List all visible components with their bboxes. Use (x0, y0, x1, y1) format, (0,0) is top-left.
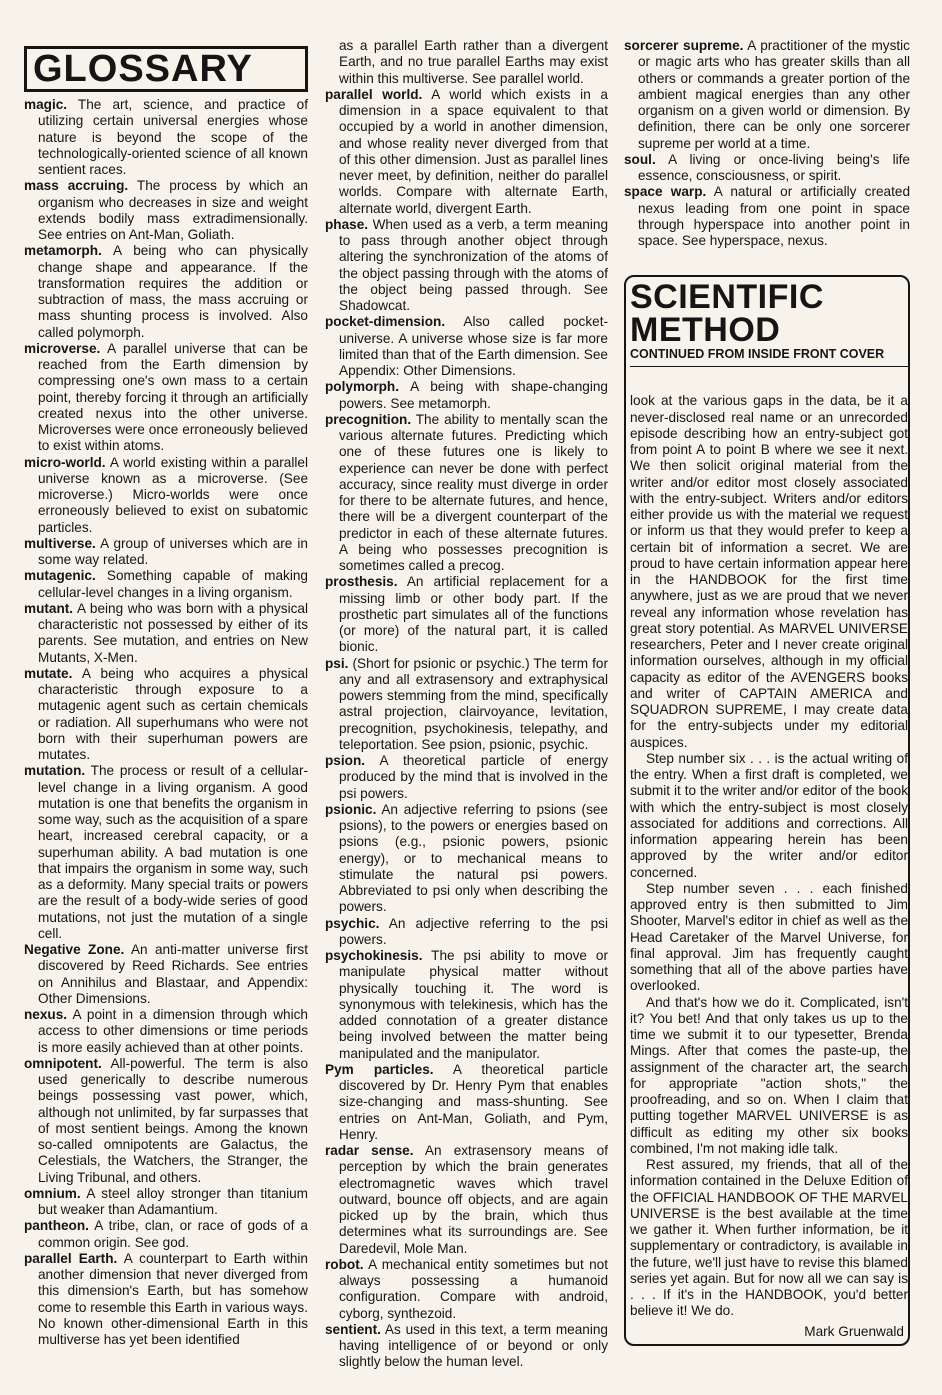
glossary-definition: An extrasensory means of perception by which the brain generates electromagnetic waves which travel outward, bounce off objects, and are again picked up by the brain, which thus determines what its surroundings are. See Daredevil, Mole Man. (339, 1143, 608, 1256)
glossary-entry (325, 87, 608, 217)
glossary-definition: A being who can physically change shape and appearance. If the transformation requires the addition or subtraction of mass, the mass accruing or mass shunting process is involved. Also called polymorph. (38, 243, 308, 340)
sci-body (630, 393, 908, 1319)
glossary-entry (325, 753, 608, 802)
sci-title-line2: METHOD (630, 311, 781, 350)
glossary-definition: A being with shape-changing powers. See metamorph. (339, 379, 608, 411)
sci-paragraph: look at the various gaps in the data, be it a never-disclosed real name or an unrecorded episode describing how an entry-subject got from point A to point B where we see it next. We then solicit original material from the writer and/or editor most closely associated with the entry-subject. Writers and/or editors either provide us with the material we request or inform us that they would prefer to keep a certain bit of information a secret. We are proud to have certain information appear here in the HANDBOOK for the first time anywhere, just as we are proud that we never reveal any information whose revelation has great story potential. As MARVEL UNIVERSE researchers, Peter and I never create original information ourselves, although in my official capacity as editor of the AVENGERS books and writer of CAPTAIN AMERICA and SQUADRON SUPREME, I may create data for the entry-subjects under my editorial auspices. (630, 393, 908, 750)
glossary-entry (24, 178, 308, 243)
glossary-entry (24, 536, 308, 569)
glossary-term: space warp. (624, 184, 707, 200)
glossary-list-2 (325, 87, 608, 1371)
glossary-term: Pym particles. (325, 1061, 434, 1077)
sci-paragraph: Step number six . . . is the actual writing of the entry. When a first draft is completed, we submit it to the writer and/or editor of the book with which the entry-subject is most closely associated for additions and corrections. All information appearing herein has been approved by the writer and/or editor concerned. (630, 750, 908, 880)
glossary-definition: The art, science, and practice of utilizing certain universal energies whose nature is beyond the scope of the technologically-oriented science of all known sentient races. (38, 97, 308, 177)
glossary-term: mass accruing. (24, 178, 129, 194)
glossary-term: mutation. (24, 763, 86, 779)
glossary-term: omnium. (24, 1185, 81, 1201)
column-3 (624, 38, 910, 1346)
glossary-definition: (Short for psionic or psychic.) The term for any and all extrasensory and extraphysical powers stemming from the mind, specifically astral projection, clairvoyance, levitation, precognition, psychokinesis, telepathy, and teleportation. See psion, psionic, psychic. (339, 655, 608, 752)
glossary-definition: A natural or artificially created nexus leading from one point in space through hyperspace into another point in space. See hyperspace, nexus. (638, 184, 911, 248)
glossary-entry (24, 763, 308, 942)
scientific-method-box (624, 275, 910, 1346)
glossary-entry (624, 184, 910, 249)
glossary-list-3 (624, 38, 910, 249)
glossary-term: prosthesis. (325, 574, 398, 590)
glossary-term: phase. (325, 216, 369, 232)
glossary-definition: All-powerful. The term is also used generically to describe numerous beings possessing vast power, which, although not unlimited, by far surpasses that of most sentient beings. Among the known so-called omnipotents are Galactus, the Celestials, the Watchers, the Stranger, the Living Tribunal, and others. (38, 1055, 308, 1185)
glossary-term: metamorph. (24, 243, 102, 259)
glossary-definition: An anti-matter universe first discovered by Reed Richards. See entries on Annihilus and Blastaar, and Appendix: Other Dimensions. (38, 942, 308, 1006)
glossary-term: parallel world. (325, 86, 423, 102)
glossary-definition: An artificial replacement for a missing limb or other body part. If the prosthetic part simulates all of the functions (or more) of the natural part, it is called bionic. (339, 574, 608, 655)
sci-paragraph: Step number seven . . . each finished approved entry is then submitted to Jim Shooter, Marvel's editor in chief as well as the Head Caretaker of the Marvel Universe, for final approval. Jim has frequently caught something that all of the above parties have overlooked. (630, 880, 908, 994)
sci-subtitle: CONTINUED FROM INSIDE FRONT COVER (630, 347, 908, 367)
glossary-term: psychokinesis. (325, 948, 423, 963)
glossary-term: polymorph. (325, 379, 400, 395)
glossary-entry (325, 379, 608, 412)
glossary-entry (24, 568, 308, 601)
glossary-definition: A living or once-living being's life essence, consciousness, or spirit. (638, 151, 910, 183)
glossary-entry (325, 412, 608, 575)
glossary-entry (24, 1218, 308, 1251)
glossary-entry (325, 1143, 608, 1257)
glossary-term: radar sense. (325, 1143, 414, 1158)
sci-paragraph: Rest assured, my friends, that all of the information contained in the Deluxe Edition of the OFFICIAL HANDBOOK OF THE MARVEL UNIVERSE is the best available at the time we gather it. When further information, be it supplementary or contradictory, is available in the future, we'll just have to revise this blamed series yet again. But for now all we can say is . . . If it's in the HANDBOOK, you'd better believe it! We do. (630, 1157, 908, 1319)
continued-entry-text: as a parallel Earth rather than a divergent Earth, and no true parallel Earths may exist within this multiverse. See parallel world. (339, 38, 608, 86)
sci-title-line1: SCIENTIFIC (630, 278, 824, 317)
column-1 (24, 34, 308, 1348)
glossary-definition: A theoretical particle discovered by Dr. Henry Pym that enables size-changing and mass-shunting. See entries on Ant-Man, Goliath, and Pym, Henry. (339, 1061, 608, 1142)
glossary-list-1 (24, 97, 308, 1348)
glossary-entry (325, 314, 608, 379)
glossary-entry (624, 152, 910, 185)
glossary-definition: As used in this text, a term meaning having intelligence of or beyond or only slightly below the human level. (339, 1321, 608, 1370)
glossary-entry (24, 97, 308, 178)
glossary-entry (325, 217, 608, 315)
glossary-term: Negative Zone. (24, 942, 125, 957)
glossary-term: nexus. (24, 1007, 68, 1022)
glossary-entry (325, 1062, 608, 1143)
glossary-definition: A being who was born with a physical characteristic not possessed by either of its parents. See mutation, and entries on New Mutants, X-Men. (38, 600, 308, 665)
glossary-term: psi. (325, 655, 349, 671)
glossary-title: GLOSSARY (33, 48, 253, 90)
glossary-entry (24, 455, 308, 536)
glossary-entry (624, 38, 910, 152)
glossary-definition: A counterpart to Earth within another dimension that never diverged from this dimension's Earth, but has somehow come to resemble this Earth in various ways. No known other-dimensional Earth in this multiverse has yet been identified (38, 1250, 308, 1347)
glossary-definition: Something capable of making cellular-level changes in a living organism. (38, 568, 308, 600)
glossary-definition: An adjective referring to psions (see psions), to the powers or energies based on psions (e.g., psionic powers, psionic energy), or to mechanical means to stimulate the natural psi powers. Abbreviated to psi only when describing the powers. (339, 801, 608, 915)
glossary-term: mutate. (24, 665, 73, 681)
glossary-entry (24, 1056, 308, 1186)
glossary-entry (325, 1322, 608, 1371)
glossary-entry (24, 243, 308, 341)
glossary-definition: A practitioner of the mystic or magic arts who has greater skills than all others or commands a greater portion of the ambient magical energies than any other organism on a given world or dimension. By definition, there can be only one sorcerer supreme per world at a time. (638, 38, 910, 151)
glossary-term: psychic. (325, 915, 380, 931)
glossary-term: sorcerer supreme. (624, 38, 744, 53)
glossary-entry (325, 1257, 608, 1322)
glossary-term: microverse. (24, 340, 101, 356)
glossary-entry (24, 341, 308, 455)
glossary-entry (24, 666, 308, 764)
glossary-term: omnipotent. (24, 1055, 102, 1071)
glossary-entry (325, 802, 608, 916)
signature: Mark Gruenwald (804, 1323, 904, 1339)
glossary-definition: A group of universes which are in some way related. (38, 535, 308, 567)
glossary-entry (24, 601, 308, 666)
glossary-term: micro-world. (24, 454, 106, 470)
glossary-definition: A tribe, clan, or race of gods of a common origin. See god. (38, 1218, 308, 1250)
glossary-definition: A world which exists in a dimension in a space equivalent to that occupied by a world in another dimension, and whose reality never diverged from that of this other dimension. Just as parallel lines never meet, by definition, neither do parallel worlds. Compare with alternate Earth, alternate world, divergent Earth. (339, 86, 608, 216)
glossary-title-box (24, 46, 308, 92)
glossary-term: sentient. (325, 1321, 381, 1337)
glossary-definition: A steel alloy stronger than titanium but weaker than Adamantium. (38, 1185, 308, 1217)
column-2 (325, 38, 608, 1371)
sci-paragraph: And that's how we do it. Complicated, isn't it? You bet! And that only takes us up to the time we submit it to our typesetter, Brenda Mings. After that comes the paste-up, the assignment of the character art, the search for appropriate "action shots," the proofreading, and so on. When I claim that putting together MARVEL UNIVERSE is as difficult as editing my other six books combined, I'm not making idle talk. (630, 994, 908, 1156)
glossary-term: psionic. (325, 801, 377, 817)
glossary-entry (24, 942, 308, 1007)
glossary-term: mutant. (24, 600, 74, 616)
glossary-term: precognition. (325, 411, 412, 427)
glossary-term: psion. (325, 753, 366, 768)
glossary-definition: The process by which an organism who decreases in size and weight extends bodily mass extradimensionally. See entries on Ant-Man, Goliath. (38, 178, 308, 242)
glossary-entry (325, 948, 608, 1062)
glossary-definition: An adjective referring to the psi powers. (339, 915, 608, 947)
glossary-term: parallel Earth. (24, 1250, 118, 1266)
glossary-term: pocket-dimension. (325, 314, 446, 330)
glossary-term: magic. (24, 97, 68, 112)
glossary-entry (24, 1251, 308, 1349)
glossary-definition: A being who acquires a physical characteristic through exposure to a mutagenic agent such as certain chemicals or radiation. All superhumans who were not born with their superhuman powers are mutates. (38, 665, 308, 762)
glossary-term: mutagenic. (24, 568, 96, 584)
glossary-definition: The ability to mentally scan the various alternate futures. Predicting which one of these futures one is likely to experience can never be done with perfect accuracy, since reality must diverge in order for there to be alternate futures, and hence, there will be a divergent counterpart of the predictor in each of these alternate futures. A being who possesses precognition is sometimes called a precog. (339, 411, 608, 573)
glossary-term: pantheon. (24, 1218, 89, 1234)
glossary-definition: A world existing within a parallel universe known as a microverse. (See microverse.) Micro-worlds were once erroneously believed to exist on subatomic particles. (38, 454, 308, 535)
glossary-entry (24, 1186, 308, 1219)
glossary-definition: A theoretical particle of energy produced by the mind that is involved in the psi powers. (339, 753, 608, 801)
glossary-entry (24, 1007, 308, 1056)
glossary-definition: Also called pocket-universe. A universe whose size is far more limited than that of the Earth dimension. See Appendix: Other Dimensions. (339, 314, 608, 378)
glossary-term: multiverse. (24, 535, 96, 551)
glossary-term: robot. (325, 1256, 364, 1272)
glossary-term: soul. (624, 151, 656, 167)
glossary-definition: The psi ability to move or manipulate physical matter without physically touching it. The word is synonymous with telekinesis, which has the added connotation of a greater distance being involved between the matter being manipulated and the manipulator. (339, 948, 608, 1061)
glossary-definition: A mechanical entity sometimes but not always possessing a humanoid configuration. Compare with android, cyborg, synthezoid. (339, 1256, 608, 1321)
glossary-definition: A parallel universe that can be reached from the Earth dimension by compressing one's own mass to a certain point, thereby forcing it through an artificially created nexus into the other universe. Microverses were once erroneously believed to exist within atoms. (38, 340, 308, 454)
glossary-entry (325, 916, 608, 949)
glossary-definition: The process or result of a cellular-level change in a living organism. A good mutation is one that benefits the organism in some way, such as the acquisition of a spare heart, increased cerebral capacity, or a superhuman ability. A bad mutation is one that impairs the organism in some way, such as a deformity. Many special traits or powers are the result of a body-wide series of good mutations, not just the mutation of a single cell. (38, 763, 308, 941)
glossary-entry (325, 574, 608, 655)
glossary-entry (325, 656, 608, 754)
glossary-definition: When used as a verb, a term meaning to pass through another object through altering the synchronization of the atoms of the object passing through with the atoms of the object being passed through. See Shadowcat. (339, 216, 608, 313)
glossary-definition: A point in a dimension through which access to other dimensions or time periods is more easily achieved than at other points. (38, 1007, 308, 1055)
